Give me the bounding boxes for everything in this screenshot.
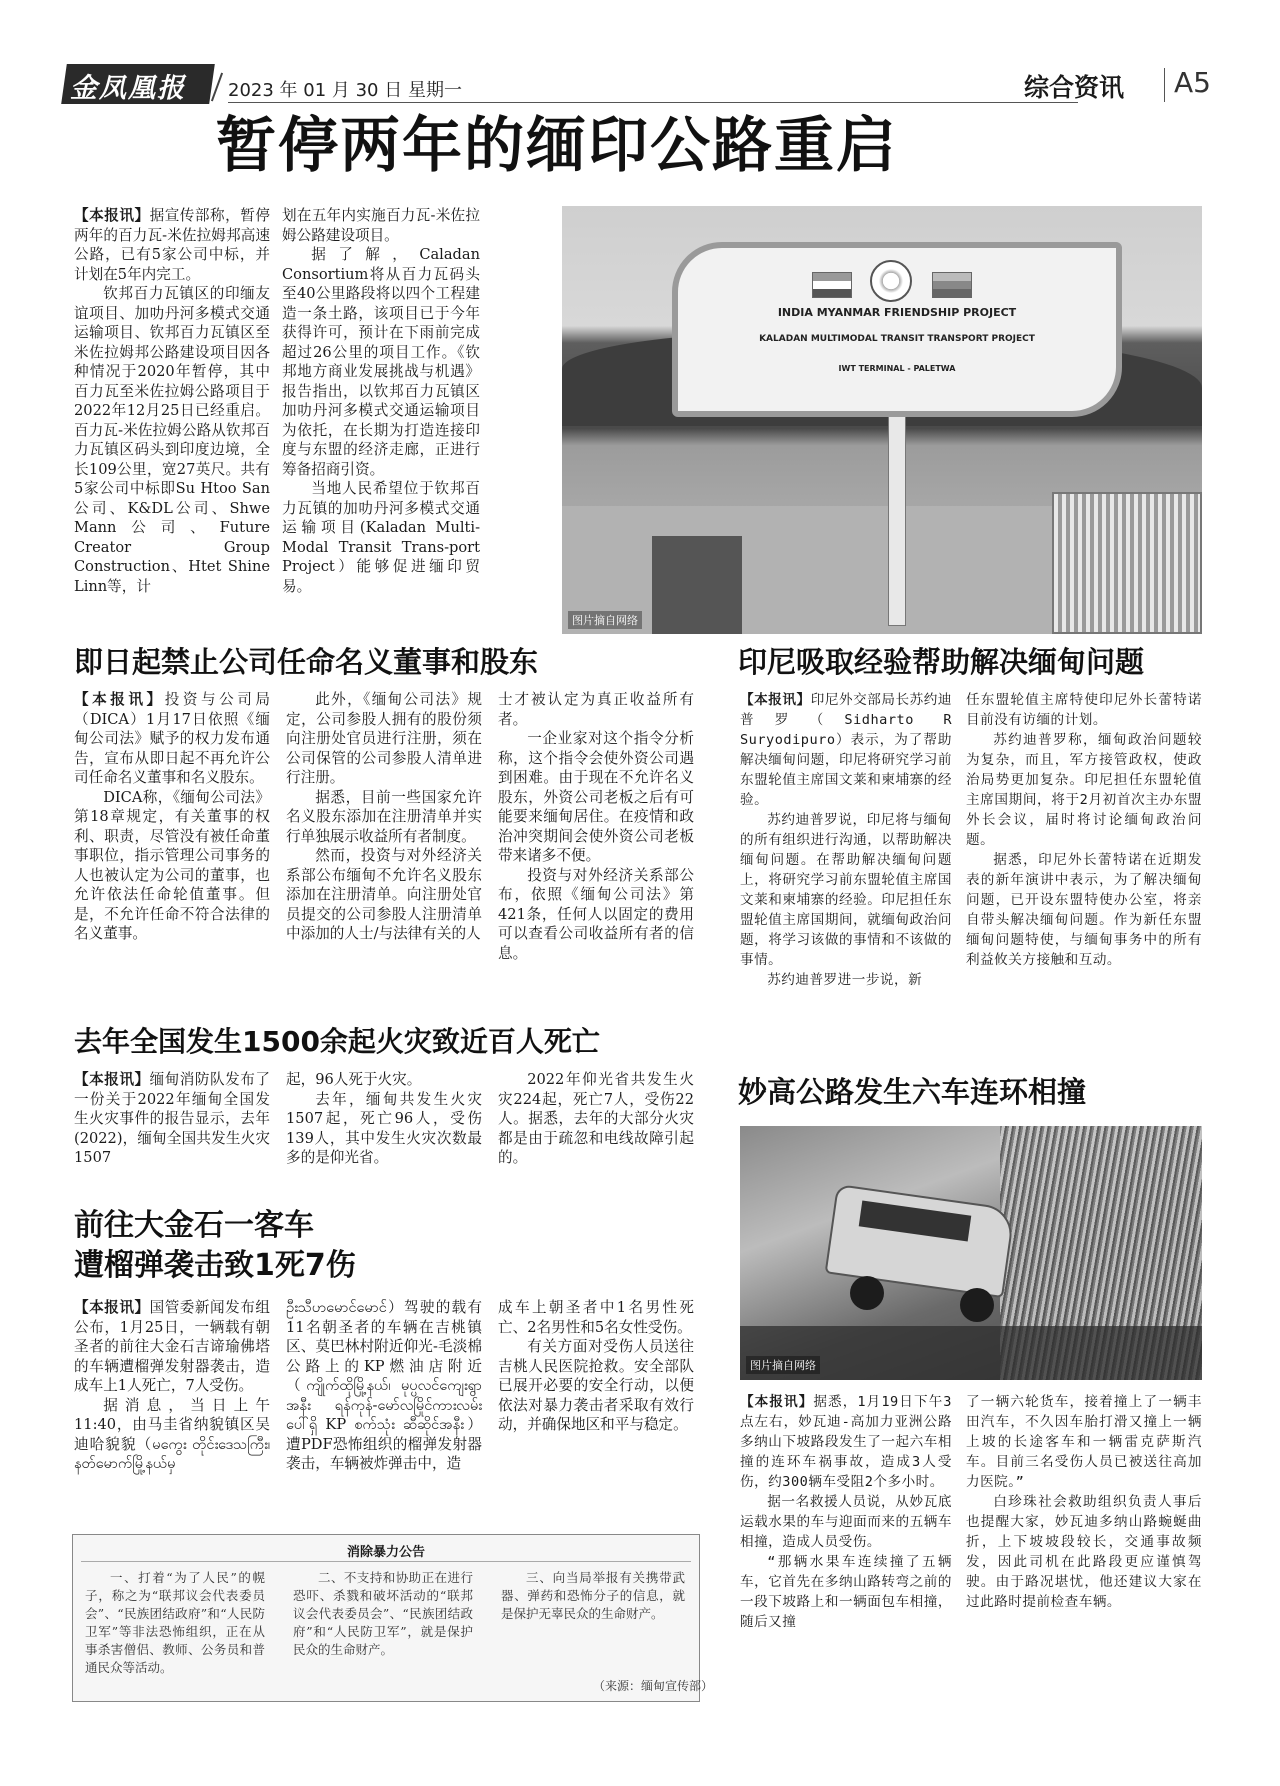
indonesia-col-2: 任东盟轮值主席特使印尼外长蕾特诺目前没有访缅的计划。 苏约迪普罗称，缅甸政治问题较为复杂，而且，军方接管政权，使政治局势更加复杂。印尼担任东盟轮值主席国期间，将于2月初首次主办东盟外长会议，届时将讨论缅甸政治问题。 据悉，印尼外长蕾特诺在近期发表的新年演讲中表示，为了解决缅甸问题，已开设东盟特使办公室，将亲自带头解决缅甸问题。作为新任东盟缅甸问题特使，与缅甸事务中的所有利益攸关方接触和互动。 — [966, 692, 1202, 968]
notice-rule — [81, 1561, 691, 1562]
mortar-col-1: 【本报讯】国管委新闻发布组公布，1月25日，一辆载有朝圣者的前往大金石吉谛瑜佛塔的车辆遭榴弹发射器袭击，造成车上1人死亡，7人受伤。 据消息，当日上午11:40，由马圭省纳貌镇区吴迪哈貌貌（မကွေး တိုင်းဒေသကြီး၊ နတ်မောက်မြို့နယ်မှ — [74, 1299, 270, 1472]
lead-para-3: 划在五年内实施百力瓦-米佐拉姆公路建设项目。 — [282, 207, 480, 244]
notice-item-2: 二、不支持和协助正在进行恐吓、杀戮和破坏活动的“联邦议会代表委员会”、“民族团结政府”和“人民防卫军”，就是保护民众的生命财产。 — [293, 1570, 473, 1657]
lead-para-2: 钦邦百力瓦镇区的印缅友谊项目、加叻丹河多模式交通运输项目、钦邦百力瓦镇区至米佐拉姆邦公路建设项目因各种情况于2020年暂停，其中百力瓦至米佐拉姆公路项目于2022年12月25日已经重启。百力瓦-米佐拉姆公路从钦邦百力瓦镇区码头到印度边境，全长109公里，宽27英尺。共有5家公司中标即Su Htoo San公司、K&DL公司、Shwe Mann公司、Future Creator Group Construction、Htet Shine Linn等，计 — [74, 285, 270, 595]
lead-para-4: 据了解，Caladan Consortium将从百力瓦码头至40公里路段将以四个工程建造一条土路，该项目已于今年获得许可，预计在下雨前完成超过26公里的项目工作。《钦邦地方商业发展挑战与机遇》报告指出，以钦邦百力瓦镇区加叻丹河多模式交通运输项目为依托，在长期为打造连接印度与东盟的经济走廊，正进行筹备招商引资。 — [282, 246, 480, 478]
fire-col-3: 2022年仰光省共发生火灾224起，死亡7人，受伤22人。据悉，去年的大部分火灾都是由于疏忽和电线故障引起的。 — [498, 1071, 694, 1166]
mortar-headline-2: 遭榴弹袭击致1死7伤 — [74, 1248, 356, 1283]
mortar-headline-1: 前往大金石一客车 — [74, 1208, 314, 1243]
mortar-col-2: ဦးသီဟမောင်မောင်）驾驶的载有11名朝圣者的车辆在吉桃镇区、莫巴林村附近仰光-毛淡棉公路上的KP燃油店附近（ကျိုက်ထိုမြို့နယ်၊ မုပ္ပလင်ကျေးရွာအနီး ရန်ကုန်-မော်လမြိုင်ကားလမ်းပေါ်ရှိ KP စက်သုံး ဆီဆိုင်အနီး）遭PDF恐怖组织的榴弹发射器袭击，车辆被炸弹击中，造 — [286, 1299, 482, 1472]
lead-para-1: 【本报讯】据宣传部称，暂停两年的百力瓦-米佐拉姆邦高速公路，已有5家公司中标，并计划在5年内完工。 — [74, 207, 270, 283]
issue-date: 2023 年 01 月 30 日 星期一 — [228, 80, 462, 101]
myanmar-flag-icon — [932, 272, 972, 298]
lead-headline: 暂停两年的缅印公路重启 — [216, 111, 898, 181]
fire-col-1: 【本报讯】缅甸消防队发布了一份关于2022年缅甸全国发生火灾事件的报告显示，去年(2022)，缅甸全国共发生火灾1507 — [74, 1071, 270, 1166]
notice-item-3: 三、向当局举报有关携带武器、弹药和恐怖分子的信息，就是保护无辜民众的生命财产。 — [501, 1570, 685, 1621]
masthead-rule — [228, 102, 1078, 103]
fire-col-2: 起，96人死于火灾。 去年，缅甸共发生火灾1507起，死亡96人，受伤139人，其中发生火灾次数最多的是仰光省。 — [286, 1071, 482, 1166]
director-col-1: 【本报讯】投资与公司局（DICA）1月17日依照《缅甸公司法》赋予的权力发布通告，宣布从即日起不再允许公司任命名义董事和名义股东。 DICA称，《缅甸公司法》第18章规定，有关董事的权利、职责，尽管没有被任命董事职位，指示管理公司事务的人也被认定为公司的董事，也允许依法任命轮值董事。但是，不允许任命不符合法律的名义董事。 — [74, 691, 270, 942]
indonesia-col-1: 【本报讯】印尼外交部局长苏约迪普罗（Sidharto R Suryodipuro）表示，为了帮助解决缅甸问题，印尼将研究学习前东盟轮值主席国文莱和柬埔寨的经验。 苏约迪普罗说，印尼将与缅甸的所有组织进行沟通，以帮助解决缅甸问题。在帮助解决缅甸问题上，将研究学习前东盟轮值主席国文莱和柬埔寨的经验。印尼担任东盟轮值主席国期间，就缅甸政治问题，将学习该做的事情和不该做的事情。 苏约迪普罗进一步说，新 — [740, 692, 952, 988]
director-col-2: 此外，《缅甸公司法》规定，公司参股人拥有的股份须向注册处官员进行注册，须在公司保管的公司参股人清单进行注册。 据悉，目前一些国家允许名义股东添加在注册清单并实行单独展示收益所有者制度。 然而，投资与对外经济关系部公布缅甸不允许名义股东添加在注册清单。向注册处官员提交的公司参股人注册清单中添加的人士/与法律有关的人 — [286, 691, 482, 942]
page-number: A5 — [1174, 66, 1211, 99]
crash-headline: 妙高公路发生六车连环相撞 — [738, 1075, 1087, 1109]
photo-credit: 图片摘自网络 — [568, 611, 642, 629]
sign-line-1: INDIA MYANMAR FRIENDSHIP PROJECT — [777, 306, 1017, 319]
dateline-tag: 【本报讯】 — [74, 207, 150, 224]
india-flag-icon — [812, 272, 852, 298]
ashoka-emblem-icon — [870, 260, 912, 302]
mortar-col-3: 成车上朝圣者中1名男性死亡、2名男性和5名女性受伤。 有关方面对受伤人员送往吉桃人民医院抢救。安全部队已展开必要的安全行动，以便依法对暴力袭击者采取有效行动，并确保地区和平与稳定。 — [498, 1299, 694, 1433]
notice-source: （来源：缅甸宣传部） — [593, 1679, 714, 1693]
wheel-rear — [960, 1288, 994, 1322]
sign-line-2: KALADAN MULTIMODAL TRANSIT TRANSPORT PROJECT — [759, 334, 1035, 344]
crash-photo-credit: 图片摘自网络 — [746, 1356, 820, 1374]
page-number-rule — [1164, 68, 1165, 102]
lead-col-2 — [282, 206, 480, 640]
indonesia-headline: 印尼吸取经验帮助解决缅甸问题 — [738, 645, 1145, 679]
crash-col-2: 了一辆六轮货车，接着撞上了一辆丰田汽车，不久因车胎打滑又撞上一辆上坡的长途客车和一辆雷克萨斯汽车。目前三名受伤人员已被送往高加力医院。” 白珍珠社会救助组织负责人事后也提醒大家，妙瓦迪多纳山路蜿蜒曲折，上下坡坡段较长，交通事故频发，因此司机在此路段更应谨慎驾驶。由于路况堪忧，他还建议大家在过此路时提前检查车辆。 — [966, 1394, 1202, 1610]
masthead — [64, 64, 1216, 104]
sign-post — [888, 386, 906, 626]
fire-headline: 去年全国发生1500余起火灾致近百人死亡 — [74, 1025, 600, 1058]
lead-photo — [562, 206, 1202, 634]
crash-col-1: 【本报讯】据悉，1月19日下午3点左右，妙瓦迪-高加力亚洲公路多纳山下坡路段发生了一起六车相撞的连环车祸事故，造成3人受伤，约300辆车受阻2个多小时。 据一名救援人员说，从妙瓦底运载水果的车与迎面而来的五辆车相撞，造成人员受伤。 “那辆水果车连续撞了五辆车，它首先在多纳山路转弯之前的一段下坡路上和一辆面包车相撞，随后又撞 — [740, 1394, 952, 1630]
sign-line-3: IWT TERMINAL - PALETWA — [838, 364, 956, 373]
gate — [1052, 492, 1202, 634]
concrete-box — [652, 536, 742, 634]
logo-text: 金凤凰报 — [70, 73, 186, 104]
wheel-front — [850, 1276, 884, 1310]
director-col-3: 士才被认定为真正收益所有者。 一企业家对这个指令分析称，这个指令会使外资公司遇到困难。由于现在不允许名义股东，外资公司老板之后有可能要来缅甸居住。在疫情和政治冲突期间会使外资公司老板带来诸多不便。 投资与对外经济关系部公布，依照《缅甸公司法》第421条，任何人以固定的费用可以查看公司收益所有者的信息。 — [498, 691, 694, 962]
lead-col-1 — [74, 206, 270, 640]
notice-title: 消除暴力公告 — [346, 1545, 425, 1560]
lead-para-5: 当地人民希望位于钦邦百力瓦镇的加叻丹河多模式交通运输项目(Kaladan Multi-Modal Transit Trans-port Project）能够促进缅印贸易。 — [282, 480, 480, 595]
section-name: 综合资讯 — [1024, 73, 1125, 102]
director-headline: 即日起禁止公司任命名义董事和股东 — [74, 645, 539, 679]
notice-box — [72, 1534, 714, 1702]
notice-item-1: 一、打着“为了人民”的幌子，称之为“联邦议会代表委员会”、“民族团结政府”和“人民防卫军”等非法恐怖组织，正在从事杀害僧侣、教师、公务员和普通民众等活动。 — [85, 1570, 265, 1675]
crash-photo — [740, 1126, 1202, 1380]
